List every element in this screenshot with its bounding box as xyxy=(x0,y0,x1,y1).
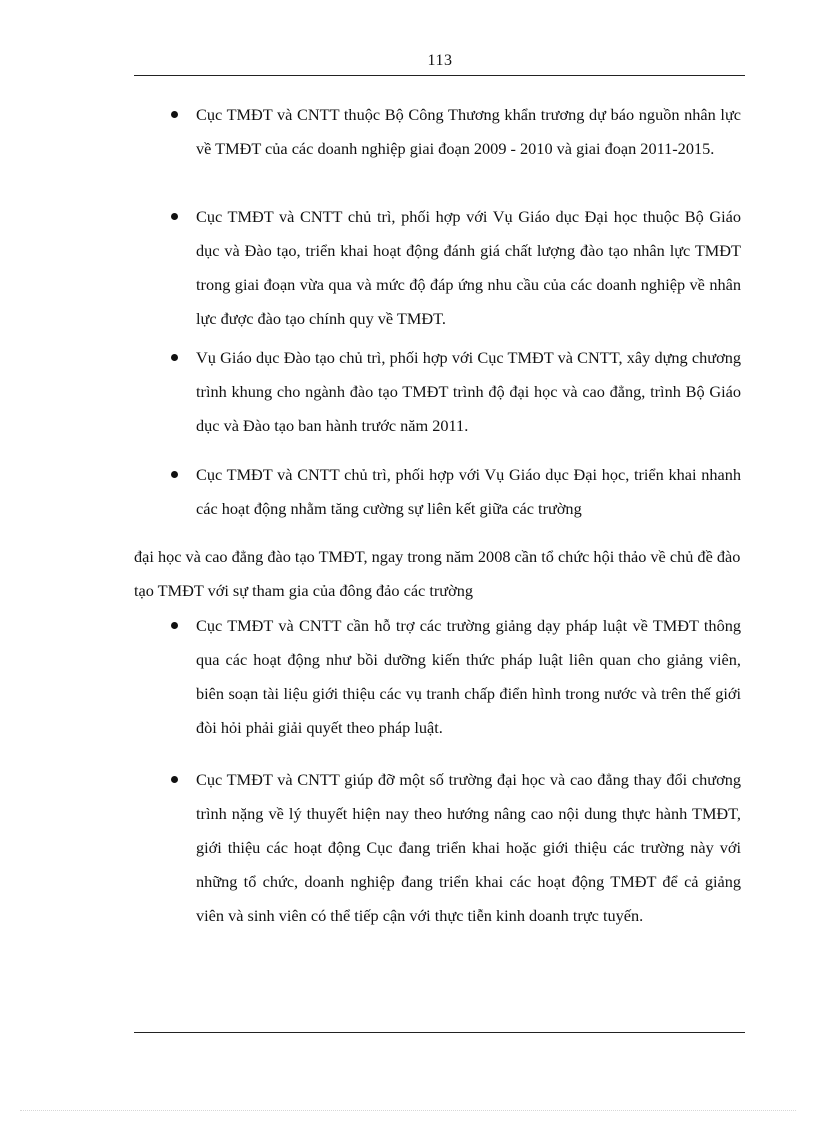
bullet-icon xyxy=(171,622,178,629)
bullet-text: Cục TMĐT và CNTT giúp đỡ một số trường đại học và cao đẳng thay đổi chương trình nặng về lý thuyết hiện nay theo hướng nâng cao nội dung thực hành TMĐT, giới thiệu các hoạt động Cục đang triển khai hoặc giới thiệu các trường này với những tổ chức, doanh nghiệp đang triển khai các hoạt động TMĐT để cả giảng viên và sinh viên có thể tiếp cận với thực tiễn kinh doanh trực tuyến. xyxy=(196,770,741,925)
bullet-icon xyxy=(171,471,178,478)
bullet-text: Cục TMĐT và CNTT chủ trì, phối hợp với Vụ Giáo dục Đại học thuộc Bộ Giáo dục và Đào tạo, triển khai hoạt động đánh giá chất lượng đào tạo nhân lực TMĐT trong giai đoạn vừa qua và mức độ đáp ứng nhu cầu của các doanh nghiệp về nhân lực được đào tạo chính quy về TMĐT. xyxy=(196,207,741,328)
bullet-item xyxy=(196,98,741,166)
page-edge-divider xyxy=(20,1110,796,1111)
bullet-item xyxy=(196,341,741,443)
bullet-icon xyxy=(171,776,178,783)
bullet-item xyxy=(196,763,741,933)
page-number: 113 xyxy=(427,52,453,69)
bullet-item xyxy=(196,458,741,526)
bullet-text: Vụ Giáo dục Đào tạo chủ trì, phối hợp với Cục TMĐT và CNTT, xây dựng chương trình khung cho ngành đào tạo TMĐT trình độ đại học và cao đẳng, trình Bộ Giáo dục và Đào tạo ban hành trước năm 2011. xyxy=(196,348,741,435)
bullet-text: Cục TMĐT và CNTT cần hỗ trợ các trường giảng dạy pháp luật về TMĐT thông qua các hoạt động như bồi dưỡng kiến thức pháp luật liên quan cho giảng viên, biên soạn tài liệu giới thiệu các vụ tranh chấp điển hình trong nước và trên thế giới đòi hỏi phải giải quyết theo pháp luật. xyxy=(196,616,741,737)
bullet-icon xyxy=(171,354,178,361)
header-rule xyxy=(134,75,745,76)
bullet-text: Cục TMĐT và CNTT chủ trì, phối hợp với Vụ Giáo dục Đại học, triển khai nhanh các hoạt động nhằm tăng cường sự liên kết giữa các trường xyxy=(196,465,741,518)
bullet-text: Cục TMĐT và CNTT thuộc Bộ Công Thương khẩn trương dự báo nguồn nhân lực về TMĐT của các doanh nghiệp giai đoạn 2009 - 2010 và giai đoạn 2011-2015. xyxy=(196,105,741,158)
continuation-paragraph: đại học và cao đẳng đào tạo TMĐT, ngay trong năm 2008 cần tổ chức hội thảo về chủ đề đào tạo TMĐT với sự tham gia của đông đảo các trường xyxy=(134,547,741,600)
footer-rule xyxy=(134,1032,745,1033)
bullet-icon xyxy=(171,213,178,220)
bullet-item xyxy=(196,200,741,336)
bullet-item xyxy=(196,609,741,745)
bullet-icon xyxy=(171,111,178,118)
